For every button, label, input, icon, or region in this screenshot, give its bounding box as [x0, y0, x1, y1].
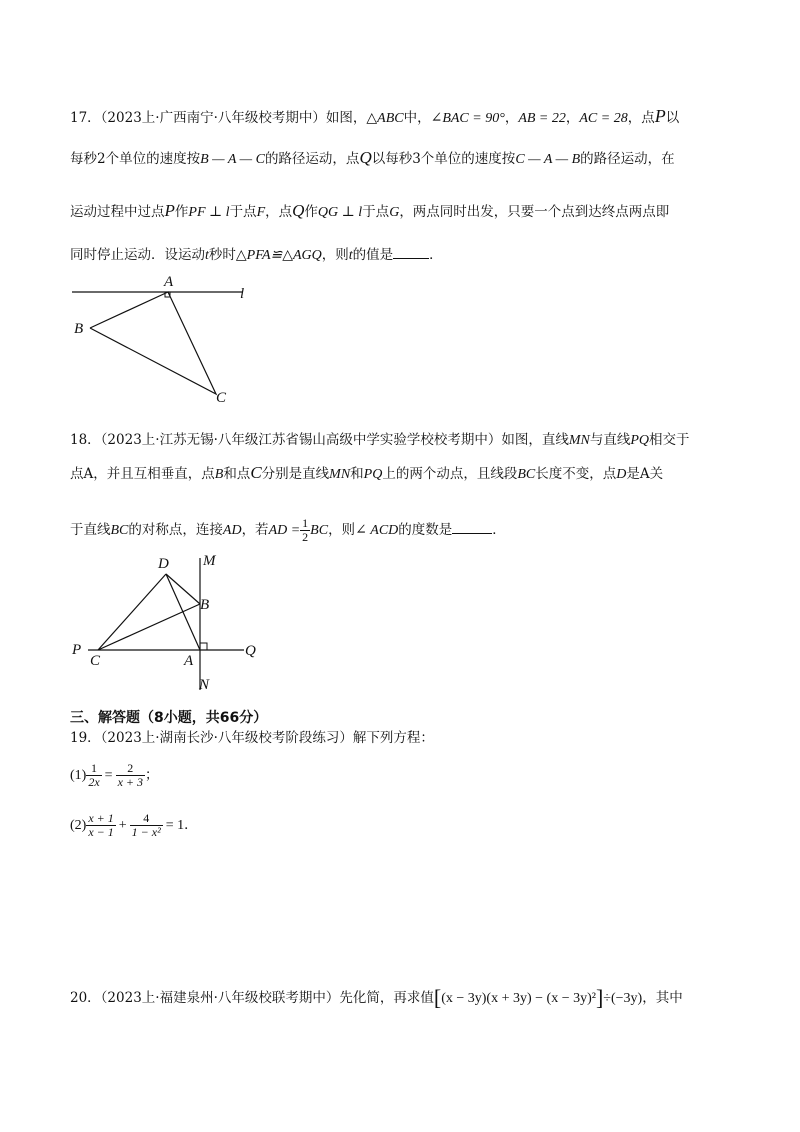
fraction-4-over-1-minus-x2: $\frac{4}{\text{1 − x²}}$ — [131, 811, 161, 839]
congruence-statement: △PFA≌△AGQ — [235, 248, 322, 263]
fraction-2-over-x-plus-3: $\frac{2}{x + 3}$ — [117, 761, 143, 789]
label-a: A — [164, 274, 174, 290]
q19-part-1: (1) $\frac{1}{2x}$ = $\frac{2}{x + 3}$ ； — [70, 761, 159, 789]
label-c: C — [216, 390, 227, 406]
ab-length: AB = 22 — [518, 111, 566, 126]
path-q: C — A — B — [515, 152, 581, 167]
q17-figure — [60, 270, 260, 410]
fraction-half: $\frac{1}{2}$ — [302, 516, 309, 544]
triangle-abc-shape — [90, 292, 216, 394]
label-b: B — [200, 597, 210, 613]
q19-part-2: (2) $\frac{x + 1}{x - 1}$ + $\frac{4}{\text{1 − x²}}$ = 1． — [70, 811, 198, 839]
q17-line-3: 运动过程中过点P作PF ⊥ l于点F，点Q作QG ⊥ l于点G，两点同时出发，只要一个点到达终点两点即 — [70, 201, 670, 220]
ac-length: AC = 28 — [579, 111, 628, 126]
segment-cb — [98, 604, 200, 650]
qg-perp: QG ⊥ l — [317, 205, 363, 220]
fraction-x-plus-1-over-x-minus-1: $\frac{x + 1}{x - 1}$ — [88, 811, 114, 839]
q17-line-1: 17．（2023上·广西南宁·八年级校考期中）如图，△ABC中，∠BAC = 90°，AB = 22，AC = 28，点P以 — [70, 106, 680, 126]
q19-line-1: 19．（2023上·湖南长沙·八年级校考阶段练习）解下列方程： — [70, 730, 434, 746]
fraction-1-over-2x: $\frac{1}{2x}$ — [88, 761, 100, 789]
label-d: D — [158, 556, 169, 572]
point-p: P — [654, 106, 666, 126]
bracket-right: ] — [595, 985, 604, 1010]
pf-perp: PF ⊥ l — [188, 205, 230, 220]
q18-line-3: 于直线BC的对称点，连接AD，若AD = $\frac{1}{2}$ BC，则∠ ACD的度数是 ． — [70, 516, 506, 544]
answer-blank-18 — [452, 521, 492, 534]
simplify-expression: (x − 3y)(x + 3y) − (x − 3y)² — [441, 991, 596, 1006]
label-m: M — [203, 553, 216, 569]
label-n: N — [199, 677, 210, 693]
answer-blank-17 — [393, 246, 429, 259]
label-c: C — [90, 653, 101, 669]
angle-bac: ∠BAC = 90° — [430, 111, 505, 126]
q17-line-4: 同时停止运动．设运动t秒时△PFA≌△AGQ，则t的值是 ． — [70, 247, 443, 263]
label-a: A — [184, 653, 194, 669]
label-p: P — [72, 642, 82, 658]
triangle-abc: △ABC — [366, 111, 404, 126]
segment-cd — [98, 574, 166, 650]
bracket-left: [ — [433, 985, 442, 1010]
q17-line-2: 每秒2个单位的速度按B — A — C的路径运动，点Q以每秒3个单位的速度按C — A — B的路径运动，在 — [70, 148, 675, 167]
label-b: B — [74, 321, 84, 337]
path-p: B — A — C — [200, 152, 265, 167]
q18-line-1: 18．（2023上·江苏无锡·八年级江苏省锡山高级中学实验学校校考期中）如图，直线MN与直线PQ相交于 — [70, 432, 690, 448]
q20-line-1: 20．（2023上·福建泉州·八年级校联考期中）先化简，再求值[(x − 3y)(x + 3y) − (x − 3y)²]÷(−3y)，其中 — [70, 985, 683, 1010]
right-angle-mark — [200, 643, 207, 650]
label-l: l — [240, 286, 245, 302]
section-3-title: 三、解答题（8小题，共66分） — [70, 710, 268, 726]
q18-line-2: 点A，并且互相垂直，点B和点C分别是直线MN和PQ上的两个动点，且线段BC长度不变，点D是A关 — [70, 463, 664, 482]
point-q: Q — [359, 148, 372, 167]
segment-db — [166, 574, 200, 604]
label-q: Q — [245, 643, 256, 659]
q18-figure — [66, 550, 276, 700]
division-term: ÷(−3y) — [603, 991, 643, 1006]
